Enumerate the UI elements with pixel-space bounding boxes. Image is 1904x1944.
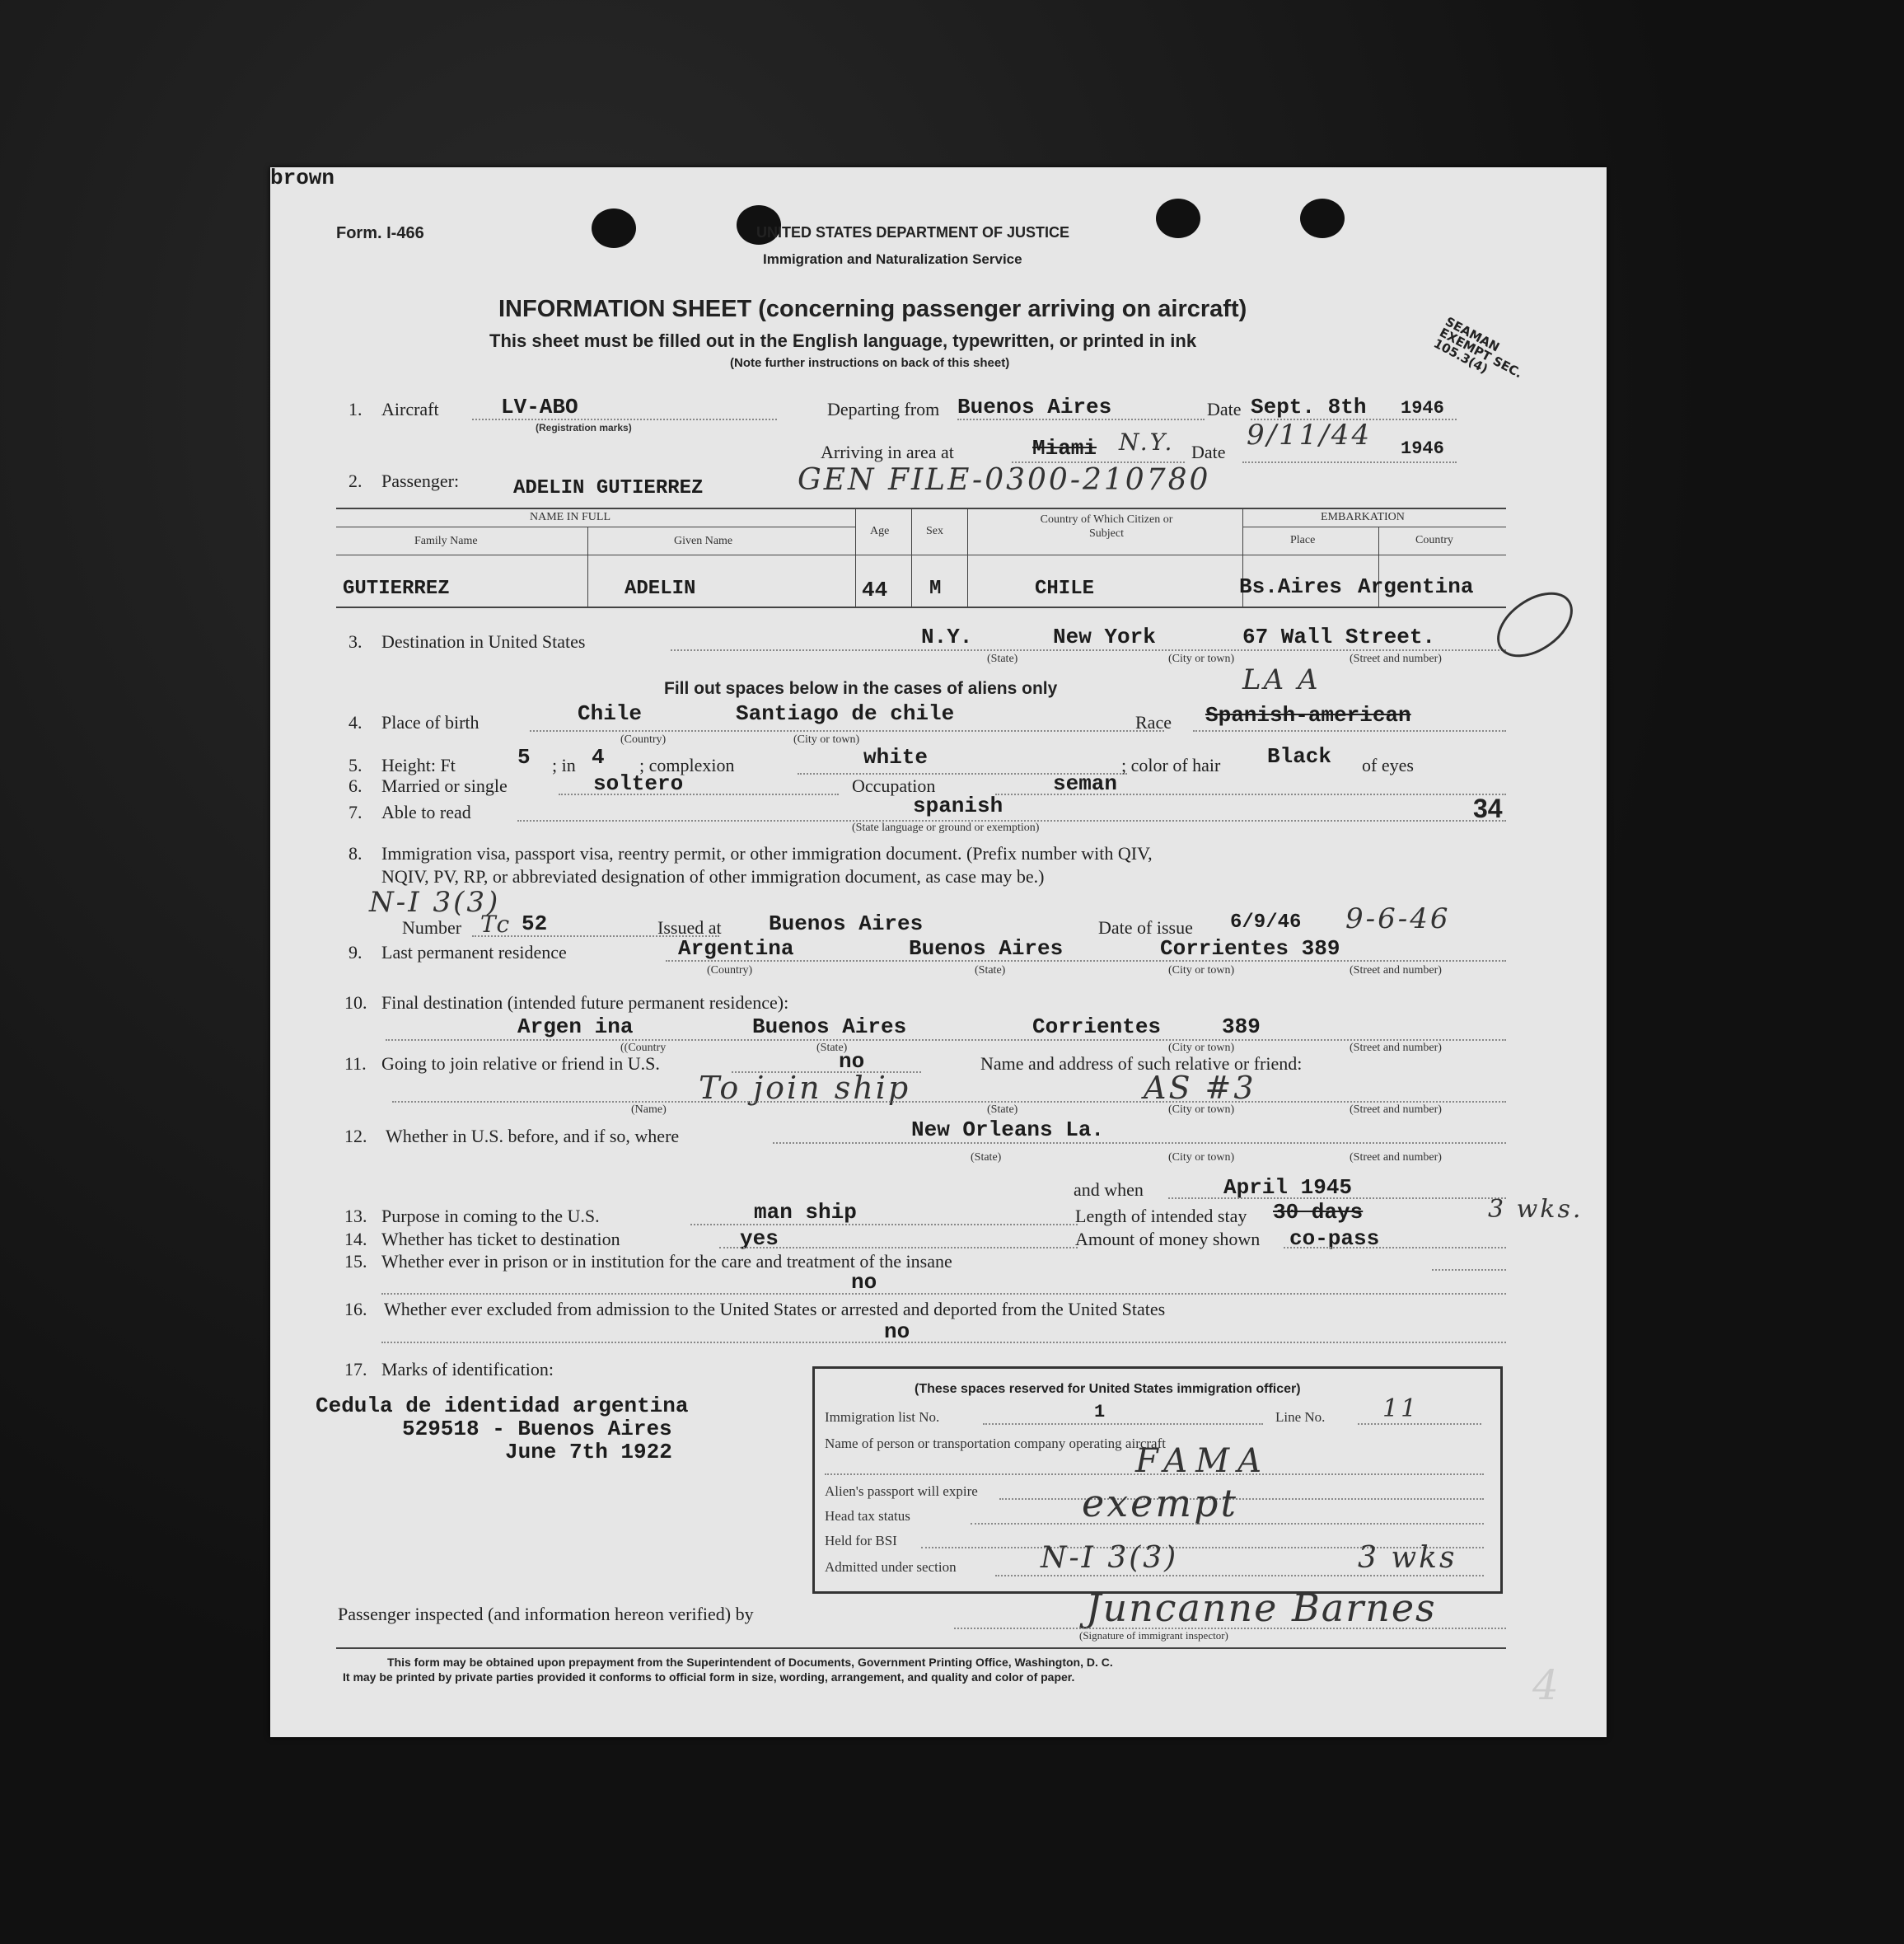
before-label: Whether in U.S. before, and if so, where: [386, 1126, 680, 1146]
excluded-value: no: [884, 1319, 910, 1344]
item-number: 7.: [349, 802, 363, 822]
country-value: Argentina: [1358, 574, 1474, 599]
final-city: Corrientes: [1032, 1014, 1162, 1039]
date2-label: Date: [1191, 442, 1226, 462]
page-number: 4: [1532, 1661, 1561, 1709]
sex-value: M: [929, 578, 942, 600]
final-destination-label: Final destination (intended future permanent residence):: [381, 992, 789, 1013]
height-label: Height: Ft: [381, 755, 456, 775]
form-number: Form. I-466: [336, 224, 424, 242]
caption: (Street and number): [1350, 1042, 1442, 1054]
marks-line-1: Cedula de identidad argentina: [316, 1394, 689, 1418]
department: UNITED STATES DEPARTMENT OF JUSTICE: [756, 224, 1070, 241]
birthplace-label: Place of birth: [381, 712, 480, 733]
age-header: Age: [870, 525, 890, 537]
item-number: 17.: [344, 1359, 367, 1380]
money-label: Amount of money shown: [1075, 1229, 1261, 1249]
list-label: Immigration list No.: [825, 1409, 940, 1425]
join-value: no: [839, 1049, 865, 1074]
citizen-value: CHILE: [1035, 578, 1095, 600]
caption: ((Country: [620, 1042, 667, 1054]
occupation-value: seman: [1053, 771, 1118, 796]
item-number: 8.: [349, 843, 363, 864]
caption: (State language or ground or exemption): [852, 822, 1040, 834]
ticket-value: yes: [740, 1226, 779, 1251]
family-value: GUTIERREZ: [343, 578, 450, 600]
caption: (Country): [620, 733, 667, 746]
date-value: Sept. 8th: [1251, 395, 1367, 419]
signature-caption: (Signature of immigrant inspector): [1079, 1629, 1228, 1642]
issued-value: Buenos Aires: [769, 911, 924, 936]
item-number: 2.: [349, 471, 363, 491]
caption: (Street and number): [1350, 964, 1442, 977]
marks-line-2: 529518 - Buenos Aires: [402, 1417, 672, 1441]
race-label: Race: [1135, 712, 1172, 733]
citizen-header: Country of Which Citizen or Subject: [1040, 513, 1173, 540]
destination-city: New York: [1053, 625, 1156, 649]
officer-box-header: (These spaces reserved for United States immigration officer): [915, 1382, 1301, 1396]
read-value: spanish: [913, 794, 1003, 818]
item-number: 4.: [349, 712, 363, 733]
caption: (Street and number): [1350, 1151, 1442, 1164]
doi-hand: 9-6-46: [1345, 902, 1451, 935]
join-label: Going to join relative or friend in U.S.: [381, 1053, 660, 1074]
year2-value: 1946: [1401, 438, 1444, 459]
passenger-value: ADELIN GUTIERREZ: [513, 477, 704, 499]
hand-zero-mark: [1481, 588, 1588, 662]
marks-line-3: June 7th 1922: [505, 1440, 672, 1464]
year-value: 1946: [1401, 398, 1444, 419]
age-value: 44: [862, 578, 888, 602]
caption: (State): [971, 1151, 1002, 1164]
marks-label: Marks of identification:: [381, 1359, 554, 1380]
line-value: 11: [1382, 1394, 1420, 1423]
aircraft-value: LV-ABO: [501, 395, 578, 419]
admitted-hand: N-I 3(3): [1041, 1541, 1179, 1575]
document-instruction: NQIV, PV, RP, or abbreviated designation of other immigration document, as case may be.): [381, 866, 1045, 887]
service: Immigration and Naturalization Service: [763, 251, 1022, 267]
item-number: 16.: [344, 1299, 367, 1319]
reg-marks-caption: (Registration marks): [536, 422, 632, 433]
departing-value: Buenos Aires: [957, 395, 1112, 419]
item-number: 6.: [349, 775, 363, 796]
ticket-label: Whether has ticket to destination: [381, 1229, 620, 1249]
item-number: 13.: [344, 1206, 367, 1226]
date-label: Date: [1207, 399, 1242, 419]
caption: (Street and number): [1350, 1103, 1442, 1116]
company-label: Name of person or transportation company operating aircraft: [825, 1436, 1166, 1451]
caption: (City or town): [1168, 964, 1235, 977]
number-value: 52: [522, 911, 548, 936]
complexion-value: white: [863, 745, 929, 770]
admitted-label: Admitted under section: [825, 1559, 957, 1575]
caption: (State): [987, 1103, 1018, 1116]
prison-value: no: [851, 1270, 877, 1295]
inches-label: ; in: [552, 755, 576, 775]
visa-hand-code: N-I 3(3): [369, 886, 501, 919]
departing-label: Departing from: [827, 399, 940, 419]
stay-value: 30 days: [1273, 1200, 1364, 1225]
bsi-label: Held for BSI: [825, 1533, 897, 1548]
occupation-label: Occupation: [852, 775, 936, 796]
place-value: Bs.Aires: [1239, 574, 1342, 599]
headtax-label: Head tax status: [825, 1508, 910, 1524]
destination-street: 67 Wall Street.: [1242, 625, 1436, 649]
stay-label: Length of intended stay: [1075, 1206, 1247, 1226]
date2-hand: 9/11/44: [1247, 419, 1373, 452]
admitted-extra-hand: 3 wks: [1358, 1541, 1457, 1575]
purpose-label: Purpose in coming to the U.S.: [381, 1206, 600, 1226]
join-hand-2: AS #3: [1144, 1070, 1256, 1106]
caption: (Street and number): [1350, 653, 1442, 665]
residence-street: Corrientes 389: [1160, 936, 1340, 961]
caption: (Country): [707, 964, 753, 977]
when-value: April 1945: [1223, 1175, 1353, 1200]
caption: (Name): [631, 1103, 667, 1116]
caption: (State): [816, 1042, 848, 1054]
height-in: 4: [592, 745, 605, 770]
caption: (City or town): [1168, 653, 1235, 665]
eyes-value: brown: [270, 166, 335, 190]
caption: (City or town): [1168, 1151, 1235, 1164]
item-number: 12.: [344, 1126, 367, 1146]
caption: (State): [987, 653, 1018, 665]
item-number: 10.: [344, 992, 367, 1013]
residence-state: Buenos Aires: [909, 936, 1064, 961]
relative-label: Name and address of such relative or friend:: [980, 1053, 1303, 1074]
number-label: Number: [402, 917, 462, 938]
birth-country: Chile: [578, 701, 643, 726]
residence-label: Last permanent residence: [381, 942, 567, 963]
punch-hole: [1300, 199, 1345, 238]
complexion-label: ; complexion: [639, 755, 735, 775]
when-label: and when: [1074, 1179, 1144, 1200]
stay-hand: 3 wks.: [1488, 1195, 1584, 1224]
footer-line-1: This form may be obtained upon prepayment from the Superintendent of Documents, Government Printing Office, Washington, D. C.: [387, 1656, 1113, 1669]
headtax-hand: exempt: [1082, 1481, 1238, 1525]
race-hand: LA A: [1242, 663, 1321, 696]
join-hand-1: To join ship: [699, 1070, 911, 1106]
arriving-hand: N.Y.: [1119, 429, 1175, 456]
given-value: ADELIN: [625, 578, 696, 600]
form-sheet: [270, 167, 1607, 1737]
item-number: 11.: [344, 1053, 367, 1074]
eyes-label: of eyes: [1362, 755, 1414, 775]
caption: (City or town): [793, 733, 860, 746]
final-country: Argen ina: [517, 1014, 634, 1039]
passport-label: Alien's passport will expire: [825, 1483, 978, 1499]
arriving-label: Arriving in area at: [821, 442, 954, 462]
issued-label: Issued at: [657, 917, 722, 938]
purpose-value: man ship: [754, 1200, 857, 1225]
residence-country: Argentina: [678, 936, 794, 961]
item-number: 14.: [344, 1229, 367, 1249]
item-number: 1.: [349, 399, 363, 419]
excluded-label: Whether ever excluded from admission to the United States or arrested and deported from the United States: [384, 1299, 1166, 1319]
page-title: INFORMATION SHEET (concerning passenger arriving on aircraft): [498, 296, 1247, 322]
aircraft-label: Aircraft: [381, 399, 439, 419]
caption: (State): [975, 964, 1006, 977]
embarkation-header: EMBARKATION: [1321, 511, 1405, 523]
family-name-header: Family Name: [414, 535, 478, 547]
hair-value: Black: [1267, 744, 1332, 769]
doi-value: 6/9/46: [1230, 911, 1302, 934]
given-name-header: Given Name: [674, 535, 733, 547]
passenger-label: Passenger:: [381, 471, 460, 491]
gen-file-hand: GEN FILE-0300-210780: [798, 463, 1211, 497]
caption: (City or town): [1168, 1042, 1235, 1054]
place-header: Place: [1290, 534, 1316, 546]
caption: (City or town): [1168, 1103, 1235, 1116]
prison-label: Whether ever in prison or in institution for the care and treatment of the insane: [381, 1251, 952, 1272]
punch-hole: [592, 208, 636, 248]
birth-city: Santiago de chile: [736, 701, 955, 726]
exempt-stamp: SEAMAN EXEMPT SEC. 105.3(4): [1431, 314, 1525, 382]
before-value: New Orleans La.: [911, 1117, 1105, 1142]
instruction: This sheet must be filled out in the English language, typewritten, or printed in ink: [489, 330, 1197, 351]
punch-hole: [1156, 199, 1200, 238]
item-number: 5.: [349, 755, 363, 775]
sex-header: Sex: [926, 525, 943, 537]
document-instruction: Immigration visa, passport visa, reentry permit, or other immigration document. (Prefix number with QIV,: [381, 843, 1153, 864]
line-label: Line No.: [1275, 1409, 1326, 1425]
name-in-full-header: NAME IN FULL: [530, 511, 610, 523]
list-value: 1: [1094, 1402, 1106, 1422]
inspection-label: Passenger inspected (and information hereon verified) by: [338, 1604, 754, 1624]
item-number: 15.: [344, 1251, 367, 1272]
final-state: Buenos Aires: [752, 1014, 907, 1039]
final-street: 389: [1222, 1014, 1261, 1039]
read-label: Able to read: [381, 802, 471, 822]
instruction-note: (Note further instructions on back of this sheet): [730, 356, 1010, 370]
marital-value: soltero: [593, 771, 684, 796]
destination-state: N.Y.: [921, 625, 973, 649]
hair-label: ; color of hair: [1121, 755, 1221, 775]
inspector-signature: Juncanne Barnes: [1086, 1586, 1437, 1630]
number-hand: Tc: [480, 911, 512, 938]
money-value: co-pass: [1289, 1226, 1380, 1251]
destination-label: Destination in United States: [381, 631, 586, 652]
company-hand: FAMA: [1135, 1442, 1270, 1480]
arriving-struck: Miami: [1032, 436, 1097, 461]
item-number: 9.: [349, 942, 363, 963]
doi-label: Date of issue: [1098, 917, 1193, 938]
footer-line-2: It may be printed by private parties provided it conforms to official form in size, wording, arrangement, and quality and color of paper.: [343, 1670, 1075, 1684]
race-value: Spanish-american: [1205, 703, 1411, 728]
item-number: 3.: [349, 631, 363, 652]
aliens-only-heading: Fill out spaces below in the cases of aliens only: [664, 679, 1058, 698]
page-count-34: 34: [1473, 794, 1503, 823]
country-header: Country: [1415, 534, 1453, 546]
height-ft: 5: [517, 745, 531, 770]
marital-label: Married or single: [381, 775, 508, 796]
